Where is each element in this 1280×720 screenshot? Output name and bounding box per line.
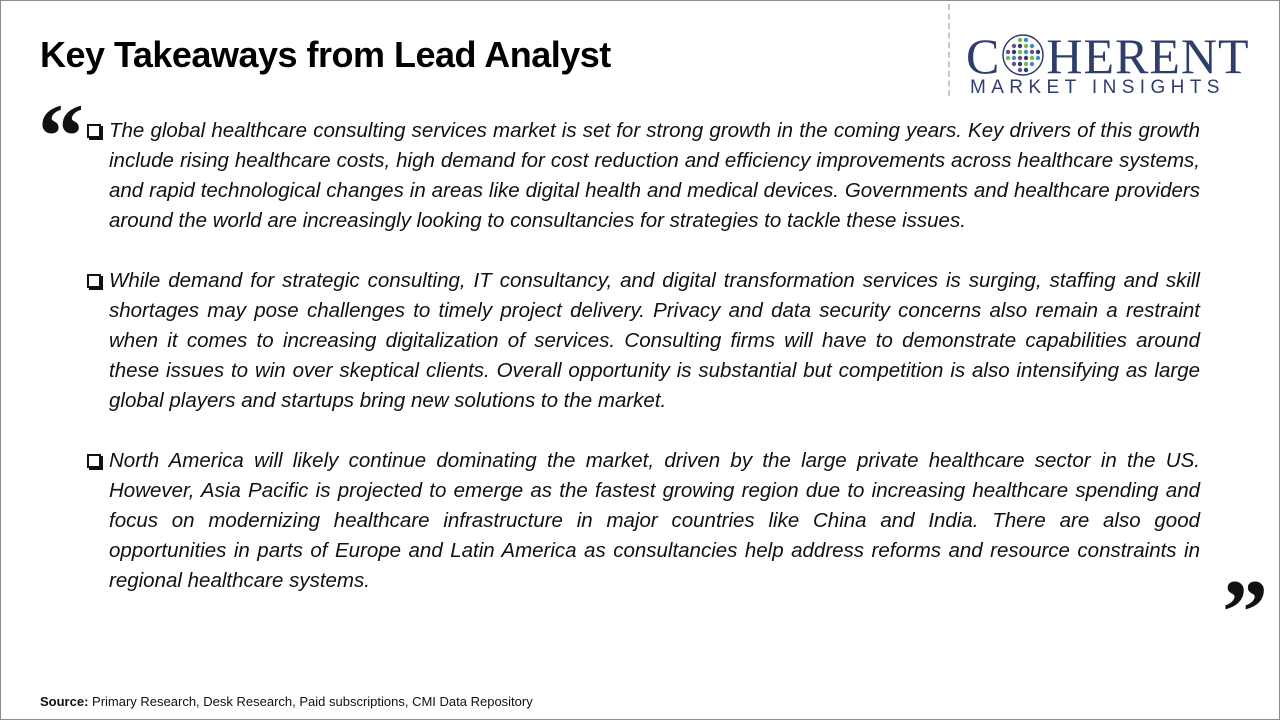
source-text: Primary Research, Desk Research, Paid subscriptions, CMI Data Repository bbox=[88, 694, 533, 709]
list-item-text: While demand for strategic consulting, IT consultancy, and digital transformation services is surging, staffing and skill shortages may pose challenges to timely project delivery. Privacy and data security concerns also remain a restraint when it comes to increasing digitalization of services. Consulting firms will have to demonstrate capabilities around these issues to win over skeptical clients. Overall opportunity is substantial but competition is also intensifying as large global players and startups bring new solutions to the market. bbox=[109, 269, 1200, 412]
takeaways-list bbox=[86, 116, 1200, 596]
globe-dot bbox=[1024, 50, 1028, 54]
globe-dot bbox=[1036, 56, 1040, 60]
globe-dot bbox=[1012, 44, 1016, 48]
globe-dot bbox=[1018, 44, 1022, 48]
globe-dot bbox=[1018, 68, 1022, 72]
globe-dot bbox=[1012, 56, 1016, 60]
globe-dot bbox=[1018, 56, 1022, 60]
list-item-text: North America will likely continue dominating the market, driven by the large private healthcare sector in the US. However, Asia Pacific is projected to emerge as the fastest growing region due to increasing healthcare spending and focus on modernizing healthcare infrastructure in major countries like China and India. There are also good opportunities in parts of Europe and Latin America as consultancies help address reforms and resource constraints in regional healthcare systems. bbox=[109, 449, 1200, 592]
globe-dot bbox=[1030, 62, 1034, 66]
logo-wordmark bbox=[966, 28, 1250, 84]
globe-dot bbox=[1024, 38, 1028, 42]
list-item bbox=[86, 446, 1200, 596]
header-divider bbox=[948, 4, 950, 96]
globe-dot bbox=[1030, 44, 1034, 48]
globe-dot bbox=[1030, 56, 1034, 60]
globe-dot bbox=[1024, 44, 1028, 48]
globe-dot bbox=[1018, 50, 1022, 54]
list-item-text: The global healthcare consulting services market is set for strong growth in the coming years. Key drivers of this growth include rising healthcare costs, high demand for cost reduction and efficiency improvements across healthcare systems, and rapid technological changes in areas like digital health and medical devices. Governments and healthcare providers around the world are increasingly looking to consultancies for strategies to tackle these issues. bbox=[109, 119, 1200, 232]
checkbox-bullet-icon bbox=[87, 124, 101, 138]
globe-dot bbox=[1018, 38, 1022, 42]
globe-dot bbox=[1030, 50, 1034, 54]
logo-letter-c: C bbox=[966, 28, 1001, 84]
source-note bbox=[40, 694, 533, 709]
page-title: Key Takeaways from Lead Analyst bbox=[40, 34, 611, 75]
globe-dot bbox=[1006, 56, 1010, 60]
logo-subtitle: MARKET INSIGHTS bbox=[970, 77, 1225, 98]
globe-dot bbox=[1024, 56, 1028, 60]
globe-dot bbox=[1012, 62, 1016, 66]
list-item bbox=[86, 266, 1200, 416]
globe-icon bbox=[1001, 33, 1045, 77]
globe-dot bbox=[1036, 50, 1040, 54]
checkbox-bullet-icon bbox=[87, 274, 101, 288]
globe-dot bbox=[1024, 62, 1028, 66]
logo-letters-herent: HERENT bbox=[1046, 28, 1250, 84]
source-label: Source: bbox=[40, 694, 89, 709]
list-item bbox=[86, 116, 1200, 236]
checkbox-bullet-icon bbox=[87, 454, 101, 468]
close-quote-icon: ” bbox=[1222, 561, 1268, 663]
open-quote-icon: “ bbox=[38, 85, 84, 187]
company-logo bbox=[966, 28, 1266, 102]
globe-dot bbox=[1012, 50, 1016, 54]
globe-dot bbox=[1024, 68, 1028, 72]
globe-dot bbox=[1006, 50, 1010, 54]
globe-dot bbox=[1018, 62, 1022, 66]
